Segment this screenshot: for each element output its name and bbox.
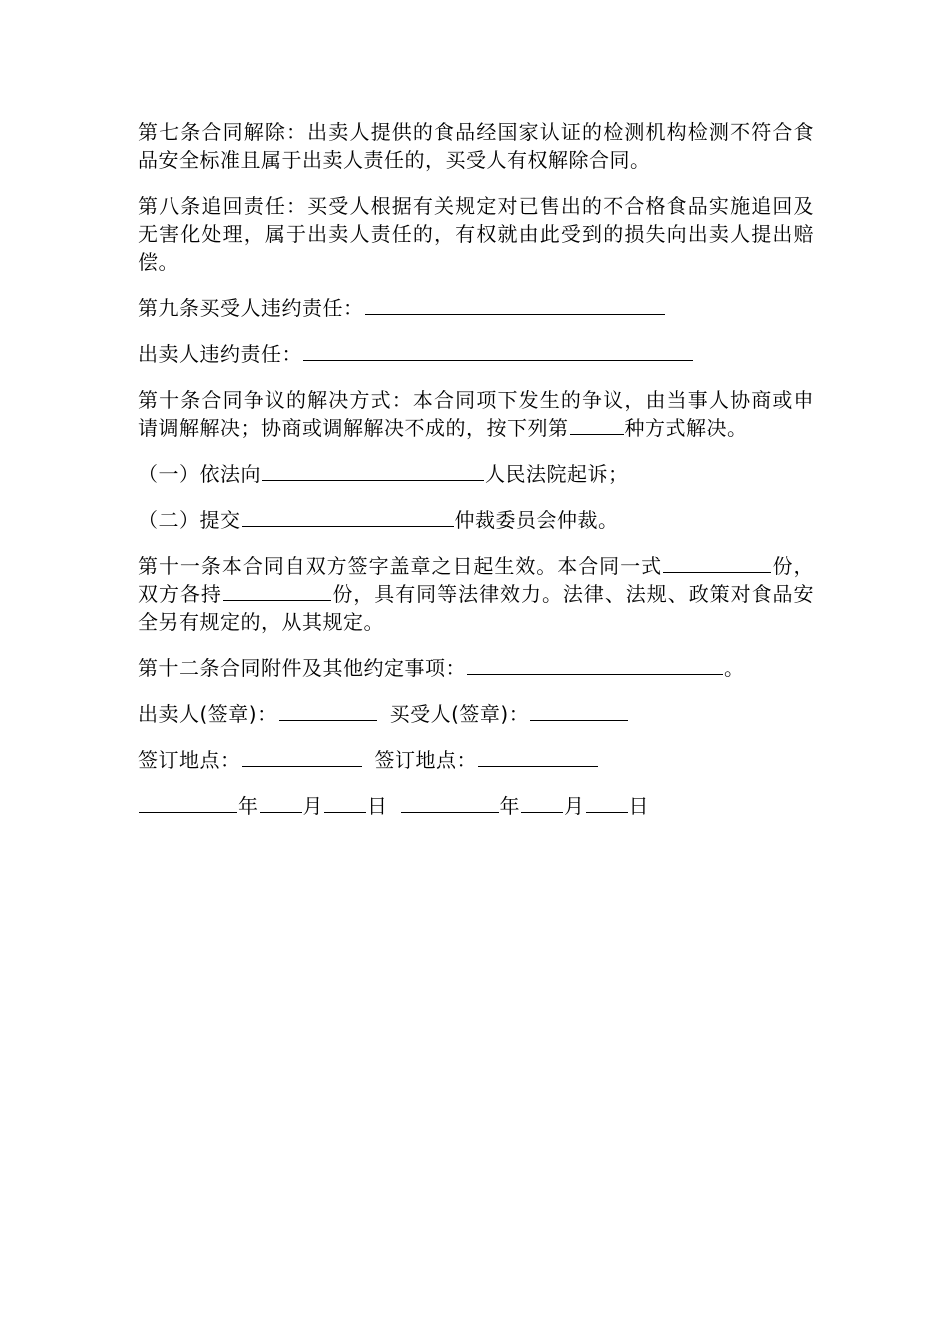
article-10-text-b: 种方式解决。 — [624, 416, 748, 440]
place-2-label: 签订地点： — [374, 748, 477, 772]
option-1-text-b: 人民法院起诉； — [485, 462, 629, 486]
date-1-month-label: 月 — [302, 794, 323, 818]
attachments-blank[interactable] — [467, 654, 723, 675]
date-2-day-label: 日 — [628, 794, 649, 818]
article-11-text-a: 第十一条本合同自双方签字盖章之日起生效。本合同一式 — [138, 554, 663, 578]
article-9-buyer — [138, 294, 814, 322]
article-12 — [138, 654, 814, 682]
article-8: 第八条追回责任：买受人根据有关规定对已售出的不合格食品实施追回及无害化处理，属于出卖人责任的，有权就由此受到的损失向出卖人提出赔偿。 — [138, 194, 814, 274]
option-2-text-b: 仲裁委员会仲裁。 — [454, 508, 619, 532]
date-1-year-label: 年 — [238, 794, 259, 818]
article-11-text-b: 份，双方各持 — [138, 554, 815, 606]
court-blank[interactable] — [262, 460, 484, 481]
signature-row — [138, 700, 814, 728]
article-12-text-a: 第十二条合同附件及其他约定事项： — [138, 656, 466, 680]
dispute-option-blank[interactable] — [570, 414, 624, 435]
article-11-text-c: 份，具有同等法律效力。法律、法规、政策对食品安全另有规定的，从其规定。 — [138, 582, 815, 634]
option-1-text-a: （一）依法向 — [138, 462, 261, 486]
date-1-year-blank[interactable] — [139, 792, 237, 813]
copies-total-blank[interactable] — [663, 552, 771, 573]
seller-sign-blank[interactable] — [279, 700, 377, 721]
date-2-day-blank[interactable] — [586, 792, 628, 813]
date-2-year-label: 年 — [499, 794, 520, 818]
article-11 — [138, 552, 814, 636]
seller-sign-label: 出卖人(签章)： — [138, 702, 278, 726]
seller-liability-blank[interactable] — [303, 340, 693, 361]
date-row — [138, 792, 814, 820]
option-1 — [138, 460, 814, 488]
option-2 — [138, 506, 814, 534]
place-2-blank[interactable] — [478, 746, 598, 767]
copies-each-blank[interactable] — [223, 580, 331, 601]
date-1-day-label: 日 — [367, 794, 388, 818]
article-9-seller-label: 出卖人违约责任： — [138, 342, 302, 366]
buyer-sign-label: 买受人(签章)： — [389, 702, 530, 726]
article-10 — [138, 386, 814, 442]
article-9-seller — [138, 340, 814, 368]
article-7: 第七条合同解除：出卖人提供的食品经国家认证的检测机构检测不符合食品安全标准且属于出卖人责任的，买受人有权解除合同。 — [138, 120, 814, 172]
place-row — [138, 746, 814, 774]
place-1-blank[interactable] — [242, 746, 362, 767]
date-2-year-blank[interactable] — [401, 792, 499, 813]
article-12-text-b: 。 — [724, 656, 745, 680]
place-1-label: 签订地点： — [138, 748, 241, 772]
date-1-month-blank[interactable] — [260, 792, 302, 813]
article-9-buyer-label: 第九条买受人违约责任： — [138, 296, 364, 320]
buyer-sign-blank[interactable] — [530, 700, 628, 721]
date-1-day-blank[interactable] — [324, 792, 366, 813]
article-10-text-a: 第十条合同争议的解决方式：本合同项下发生的争议，由当事人协商或申请调解解决；协商或调解解决不成的，按下列第 — [138, 388, 814, 440]
option-2-text-a: （二）提交 — [138, 508, 241, 532]
date-2-month-label: 月 — [564, 794, 585, 818]
contract-page — [138, 118, 814, 838]
buyer-liability-blank[interactable] — [365, 294, 665, 315]
date-2-month-blank[interactable] — [521, 792, 563, 813]
arbitration-blank[interactable] — [242, 506, 454, 527]
